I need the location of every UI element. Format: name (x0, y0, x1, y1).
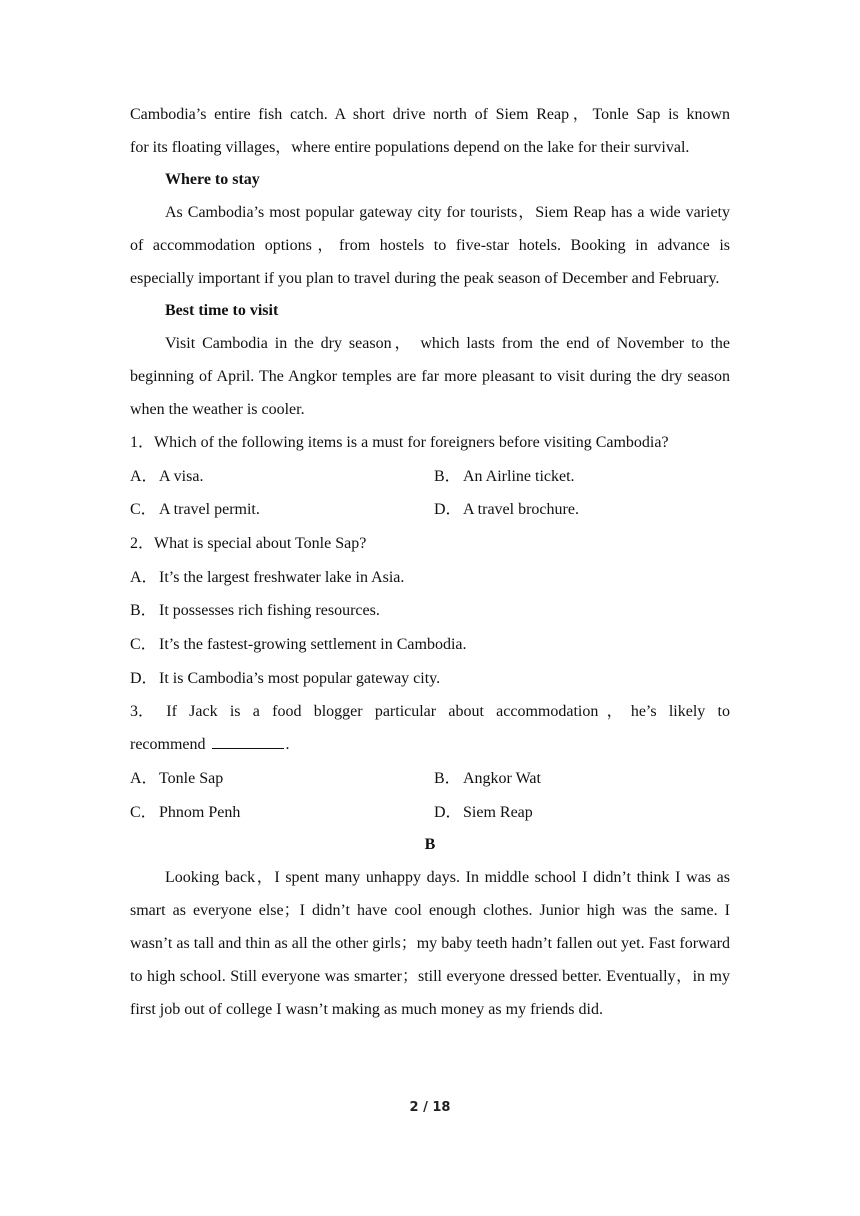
document-page (130, 98, 730, 1026)
question-1-options (130, 460, 730, 528)
question-1-option-d[interactable]: D．A travel brochure. (434, 501, 579, 519)
question-1-text: Which of the following items is a must for foreigners before visiting Cambodia? (154, 434, 669, 451)
question-3-line-2: recommend . (130, 736, 290, 754)
question-2-option-d[interactable]: D．It is Cambodia’s most popular gateway city. (130, 669, 441, 687)
question-1-option-c[interactable]: C． A travel permit. (130, 501, 260, 519)
question-1-option-a[interactable]: A．A visa. (130, 467, 204, 485)
where-to-stay-heading: Where to stay (165, 171, 260, 188)
question-3-number: 3． (130, 703, 155, 721)
question-3-options (130, 762, 730, 830)
question-2-option-b[interactable]: B． It possesses rich fishing resources. (130, 602, 380, 620)
question-1-number: 1． (130, 434, 155, 451)
question-3-option-b[interactable]: B． Angkor Wat (434, 769, 541, 787)
passage-b-heading: B (424, 836, 436, 854)
passage-a-line-1: Cambodia’s entire fish catch. A short drive north of Siem Reap，Tonle Sap is known (130, 106, 730, 123)
passage-a-line-2: for its floating villages，where entire populations depend on the lake for their survival. (130, 139, 690, 156)
question-2-number: 2． (130, 535, 155, 553)
page-number: 2 / 18 (409, 1100, 451, 1115)
question-3-option-a[interactable]: A．Tonle Sap (130, 769, 224, 787)
best-time-heading: Best time to visit (165, 302, 279, 319)
where-to-stay-paragraph: As Cambodia’s most popular gateway city for tourists，Siem Reap has a wide variety of accommodation options，from hostels to five-star hotels. Booking in advance is especially important if you plan to travel during the peak season of December and February. (130, 204, 730, 287)
question-2-text: What is special about Tonle Sap? (154, 535, 367, 553)
question-3-option-c[interactable]: C． Phnom Penh (130, 803, 241, 821)
question-3 (130, 695, 730, 728)
question-2 (130, 527, 730, 561)
question-3-option-d[interactable]: D．Siem Reap (434, 803, 533, 821)
best-time-paragraph: Visit Cambodia in the dry season， which lasts from the end of November to the beginning of April. The Angkor temples are far more pleasant to visit during the dry season when the weather is cooler. (130, 335, 730, 418)
question-3-text: If Jack is a food blogger particular about accommodation，he’s likely to (166, 703, 730, 721)
question-1-option-b[interactable]: B． An Airline ticket. (434, 467, 575, 485)
answer-blank (212, 734, 284, 749)
question-2-option-a[interactable]: A．It’s the largest freshwater lake in Asia. (130, 568, 405, 586)
passage-b-paragraph: Looking back，I spent many unhappy days. In middle school I didn’t think I was as smart as everyone else；I didn’t have cool enough clothes. Junior high was the same. I wasn’t as tall and thin as all the other girls；my baby teeth hadn’t fallen out yet. Fast forward to high school. Still everyone was smarter；still everyone dressed better. Eventually，in my first job out of college I wasn’t making as much money as my friends did. (130, 869, 730, 1019)
question-1 (130, 426, 730, 460)
question-2-option-c[interactable]: C． It’s the fastest-growing settlement in Cambodia. (130, 635, 467, 653)
